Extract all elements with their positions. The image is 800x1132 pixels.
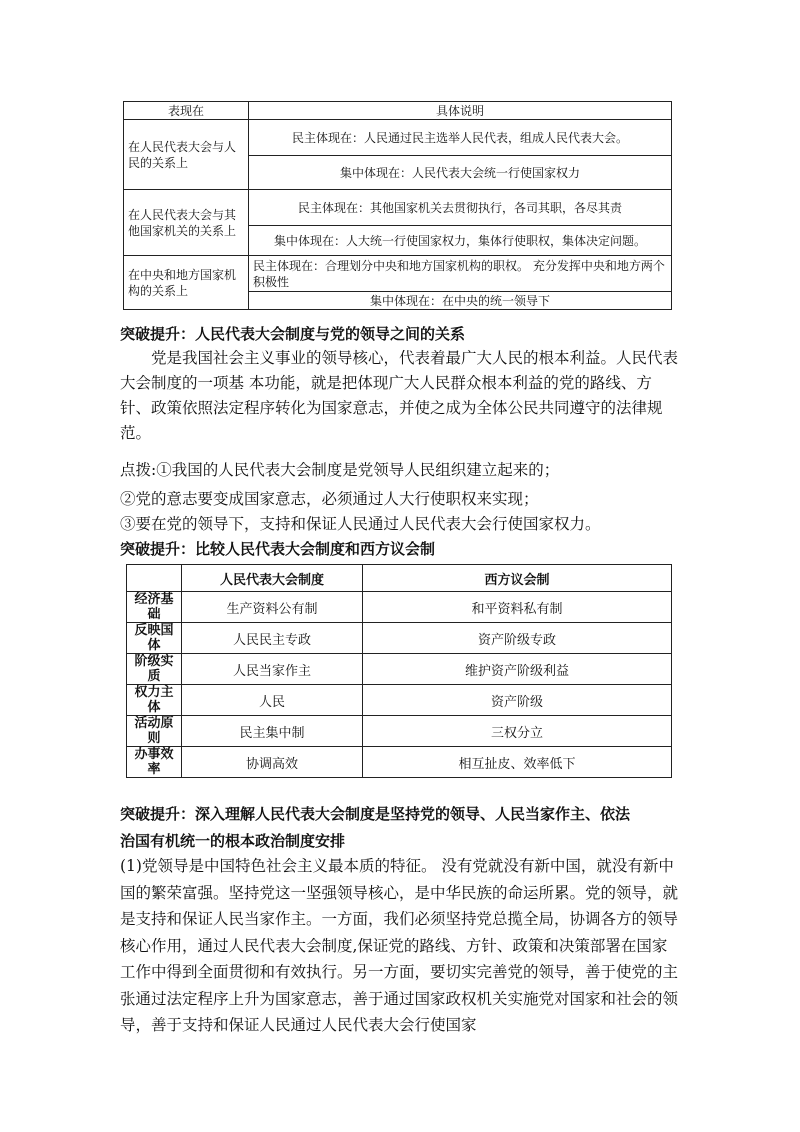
table1-cell: 集中体现在：人民代表大会统一行使国家权力 — [249, 156, 672, 190]
table2-header-blank — [127, 565, 182, 592]
table2-header-npc: 人民代表大会制度 — [182, 565, 363, 592]
section1-point-1: 点拨:①我国的人民代表大会制度是党领导人民组织建立起来的； — [120, 461, 560, 479]
table2-cell: 生产资料公有制 — [182, 592, 363, 623]
section2-heading: 突破提升：比较人民代表大会制度和西方议会制 — [120, 540, 436, 558]
table2-cell: 维护资产阶级利益 — [363, 654, 672, 685]
table1-cell: 民主体现在：其他国家机关去贯彻执行，各司其职，各尽其责 — [249, 190, 672, 226]
table2-row-label: 经济基础 — [127, 592, 182, 623]
section1-heading: 突破提升：人民代表大会制度与党的领导之间的关系 — [120, 325, 466, 343]
section1-paragraph: 党是我国社会主义事业的领导核心，代表着最广大人民的根本利益。人民代表大会制度的一项基 本功能，就是把体现广大人民群众根本利益的党的路线、方针、政策依照法定程序转化为国家意志，并使之成为全体公民共同遵守的法律规范。 — [120, 349, 679, 442]
comparison-table — [126, 564, 672, 778]
table1-row-label: 在人民代表大会与其他国家机关的关系上 — [124, 190, 249, 256]
table2-cell: 和平资料私有制 — [363, 592, 672, 623]
table1-header-aspect: 表现在 — [124, 102, 249, 120]
section3-heading-line2: 治国有机统一的根本政治制度安排 — [120, 832, 346, 850]
table1-header-detail: 具体说明 — [249, 102, 672, 120]
table1-cell: 集中体现在：在中央的统一领导下 — [249, 292, 672, 310]
table2-row-label: 反映国体 — [127, 623, 182, 654]
table2-row-label: 权力主体 — [127, 685, 182, 716]
table2-cell: 民主集中制 — [182, 716, 363, 747]
section3-paragraph: (1)党领导是中国特色社会主义最本质的特征。 没有党就没有新中国，就没有新中国的繁荣富强。坚持党这一坚强领导核心，是中华民族的命运所累。党的领导，就是支持和保证人民当家作主。一方面，我们必须坚持党总揽全局，协调各方的领导核心作用，通过人民代表大会制度,保证党的路线、方针、政策和决策部署在国家工作中得到全面贯彻和有效执行。另一方面，要切实完善党的领导，善于使党的主张通过法定程序上升为国家意志，善于通过国家政权机关实施党对国家和社会的领导，善于支持和保证人民通过人民代表大会行使国家 — [120, 857, 679, 1034]
table2-cell: 资产阶级专政 — [363, 623, 672, 654]
table2-cell: 人民民主专政 — [182, 623, 363, 654]
section1-point-2: ②党的意志要变成国家意志，必须通过人大行使职权来实现； — [120, 490, 539, 508]
table2-header-western: 西方议会制 — [363, 565, 672, 592]
table2-row-label: 办事效率 — [127, 747, 182, 778]
table2-cell: 协调高效 — [182, 747, 363, 778]
table2-cell: 资产阶级 — [363, 685, 672, 716]
democracy-centralism-table — [123, 101, 672, 310]
table2-cell: 三权分立 — [363, 716, 672, 747]
table1-cell: 民主体现在：人民通过民主选举人民代表，组成人民代表大会。 — [249, 120, 672, 156]
table1-cell: 集中体现在：人大统一行使国家权力，集体行使职权，集体决定问题。 — [249, 226, 672, 256]
table2-row-label: 阶级实质 — [127, 654, 182, 685]
table2-row-label: 活动原则 — [127, 716, 182, 747]
table2-cell: 相互扯皮、效率低下 — [363, 747, 672, 778]
section3-heading-line1: 突破提升：深入理解人民代表大会制度是坚持党的领导、人民当家作主、依法 — [120, 805, 631, 823]
table1-cell: 民主体现在：合理划分中央和地方国家机构的职权。 充分发挥中央和地方两个积极性 — [249, 256, 672, 292]
table1-row-label: 在人民代表大会与人民的关系上 — [124, 120, 249, 190]
table1-row-label: 在中央和地方国家机构的关系上 — [124, 256, 249, 310]
table2-cell: 人民 — [182, 685, 363, 716]
section1-point-3: ③要在党的领导下，支持和保证人民通过人民代表大会行使国家权力。 — [120, 515, 601, 533]
table2-cell: 人民当家作主 — [182, 654, 363, 685]
